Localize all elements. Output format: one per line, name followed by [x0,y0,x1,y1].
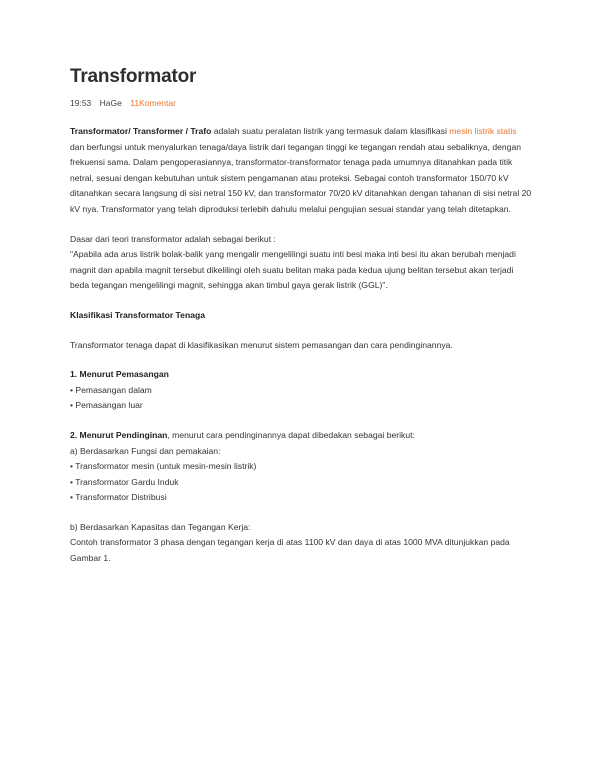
list-item: • Transformator Gardu Induk [70,476,179,487]
list-item: • Transformator mesin (untuk mesin-mesin listrik) [70,461,257,472]
intro-text-2: dan berfungsi untuk menyalurkan tenaga/daya listrik dari tegangan tinggi ke tegangan rendah atau sebaliknya, dengan frekuensi sama. Dalam pengoperasiannya, transformator-transformator tenaga pada umumnya ditanahkan pada titik netral, sesuai dengan kebutuhan untuk sistem pengamanan atau proteksi. Sebagai contoh transformator 150/70 kV ditanahkan secara langsung di sisi netral 150 kV, dan transformator 70/20 kV ditanahkan dengan tahanan di sisi netral 20 kV nya. Transformator yang telah diproduksi terlebih dahulu melalui pengujian sesuai standar yang telah ditetapkan. [70,141,532,214]
sub-b-heading: b) Berdasarkan Kapasitas dan Tegangan Kerja: [70,521,251,532]
section2-heading: 2. Menurut Pendinginan, menurut cara pendinginannya dapat dibedakan sebagai berikut: [70,429,415,440]
classification-heading: Klasifikasi Transformator Tenaga [70,309,205,320]
list-item: • Pemasangan luar [70,400,143,411]
theory-intro: Dasar dari teori transformator adalah sebagai berikut : [70,233,276,244]
intro-paragraph [70,124,532,218]
sub-a-heading: a) Berdasarkan Fungsi dan pemakaian: [70,445,221,456]
sub-b-text: Contoh transformator 3 phasa dengan tegangan kerja di atas 1100 kV dan daya di atas 1000 MVA ditunjukkan pada Gambar 1. [70,537,510,564]
list-item: • Transformator Distribusi [70,492,167,503]
mesin-listrik-statis-link[interactable]: mesin listrik statis [449,126,517,136]
classification-intro: Transformator tenaga dapat di klasifikasikan menurut sistem pemasangan dan cara pendinginannya. [70,339,453,350]
post-time: 19:53 [70,98,92,108]
post-meta [70,98,182,108]
list-item: • Pemasangan dalam [70,384,152,395]
comments-link[interactable]: 11Komentar [130,98,176,108]
theory-quote: "Apabila ada arus listrik bolak-balik yang mengalir mengelilingi suatu inti besi maka inti besi itu akan berubah menjadi magnit dan apabila magnit tersebut dikelilingi oleh suatu belitan maka pada kedua ujung belitan tersebut akan terjadi beda tegangan mengelilingi magnit, sehingga akan timbul gaya gerak listrik (GGL)". [70,249,516,291]
article-body [70,124,532,567]
section1-heading: 1. Menurut Pemasangan [70,369,169,380]
post-author[interactable]: HaGe [99,98,122,108]
article-title: Transformator [70,66,197,87]
intro-text-1: adalah suatu peralatan listrik yang termasuk dalam klasifikasi [211,126,450,136]
intro-bold-lead: Transformator/ Transformer / Trafo [70,126,212,136]
